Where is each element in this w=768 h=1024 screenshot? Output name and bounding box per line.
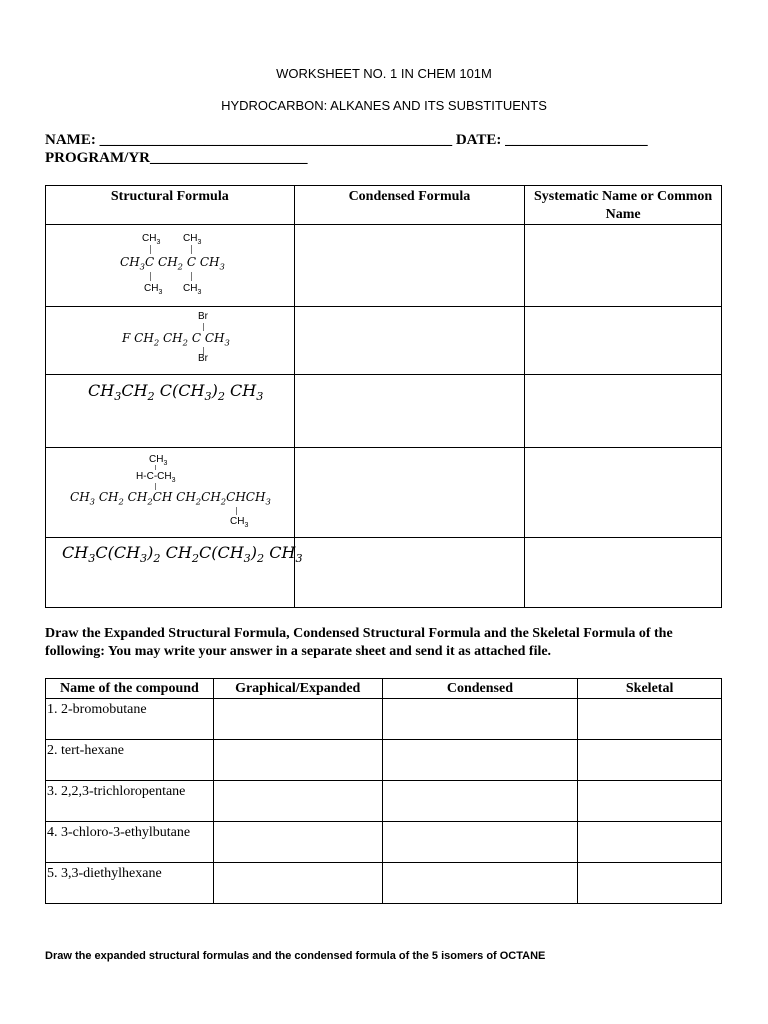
table-row xyxy=(46,822,722,863)
name-answer-cell-3[interactable] xyxy=(525,375,722,448)
instructions-line-2: following: You may write your answer in a separate sheet and send it as attached file. xyxy=(45,644,552,659)
header-structural-formula: Structural Formula xyxy=(46,186,295,225)
condensed-answer-cell[interactable] xyxy=(382,781,578,822)
condensed-answer-cell[interactable] xyxy=(382,863,578,904)
compound-name: 2. tert-hexane xyxy=(46,740,214,781)
structure-1-top-right: $CH_3$ xyxy=(183,233,202,246)
table-row xyxy=(46,375,722,448)
header-graphical-expanded: Graphical/Expanded xyxy=(213,679,382,699)
condensed-answer-cell-1[interactable] xyxy=(294,225,525,307)
header-compound-name: Name of the compound xyxy=(46,679,214,699)
structure-1-top-left: $CH_3$ xyxy=(142,233,161,246)
compound-table xyxy=(45,678,722,904)
table2-header-row xyxy=(46,679,722,699)
worksheet-title: WORKSHEET NO. 1 IN CHEM 101M xyxy=(276,66,492,81)
compound-name: 4. 3-chloro-3-ethylbutane xyxy=(46,822,214,863)
skeletal-answer-cell[interactable] xyxy=(578,863,722,904)
compound-name: 1. 2-bromobutane xyxy=(46,699,214,740)
name-answer-cell-4[interactable] xyxy=(525,448,722,538)
expanded-answer-cell[interactable] xyxy=(213,863,382,904)
expanded-answer-cell[interactable] xyxy=(213,740,382,781)
structural-formula-table xyxy=(45,185,722,608)
expanded-answer-cell[interactable] xyxy=(213,699,382,740)
table-row xyxy=(46,538,722,608)
structure-2-main: F $CH_2$ $CH_2$ C $CH_3$ xyxy=(122,331,230,348)
structure-5-main: $CH_3C(CH_3)_2$ $CH_2C(CH_3)_2$ $CH_3$ xyxy=(62,543,303,566)
expanded-answer-cell[interactable] xyxy=(213,781,382,822)
condensed-answer-cell-2[interactable] xyxy=(294,307,525,375)
structure-cell-3 xyxy=(46,375,295,448)
structure-2-bottom: Br xyxy=(198,353,209,364)
expanded-answer-cell[interactable] xyxy=(213,822,382,863)
header-condensed-formula: Condensed Formula xyxy=(294,186,525,225)
table-row xyxy=(46,448,722,538)
table-row xyxy=(46,699,722,740)
structure-4-main: $CH_3$ $CH_2$ $CH_2CH$ $CH_2CH_2CHCH_3$ xyxy=(70,490,271,507)
compound-name: 3. 2,2,3-trichloropentane xyxy=(46,781,214,822)
name-answer-cell-2[interactable] xyxy=(525,307,722,375)
structure-1-bottom-right: $CH_3$ xyxy=(183,283,202,296)
structure-cell-4 xyxy=(46,448,295,538)
table-row xyxy=(46,740,722,781)
header-systematic-name: Systematic Name or Common Name xyxy=(525,186,722,225)
condensed-answer-cell-4[interactable] xyxy=(294,448,525,538)
worksheet-subtitle: HYDROCARBON: ALKANES AND ITS SUBSTITUENTS xyxy=(221,98,547,113)
program-line[interactable]: PROGRAM/YR_____________________ xyxy=(45,150,308,166)
table-row xyxy=(46,307,722,375)
header-skeletal: Skeletal xyxy=(578,679,722,699)
structure-1-main: $CH_3C$ $CH_2$ C $CH_3$ xyxy=(120,255,225,272)
header-condensed: Condensed xyxy=(382,679,578,699)
condensed-answer-cell[interactable] xyxy=(382,740,578,781)
structure-cell-1 xyxy=(46,225,295,307)
structure-4-bottom: $CH_3$ xyxy=(230,516,249,529)
structure-2-top: Br xyxy=(198,311,209,322)
skeletal-answer-cell[interactable] xyxy=(578,699,722,740)
table1-header-row xyxy=(46,186,722,225)
name-answer-cell-1[interactable] xyxy=(525,225,722,307)
condensed-answer-cell-3[interactable] xyxy=(294,375,525,448)
skeletal-answer-cell[interactable] xyxy=(578,781,722,822)
condensed-answer-cell[interactable] xyxy=(382,822,578,863)
compound-name: 5. 3,3-diethylhexane xyxy=(46,863,214,904)
structure-4-top2: $H-C-CH_3$ xyxy=(136,471,176,484)
condensed-answer-cell[interactable] xyxy=(382,699,578,740)
structure-cell-2 xyxy=(46,307,295,375)
table-row xyxy=(46,863,722,904)
skeletal-answer-cell[interactable] xyxy=(578,740,722,781)
instructions-line-1: Draw the Expanded Structural Formula, Condensed Structural Formula and the Skeletal Formula of the xyxy=(45,626,673,641)
structure-4-top1: $CH_3$ xyxy=(149,454,168,467)
skeletal-answer-cell[interactable] xyxy=(578,822,722,863)
structure-3-main: $CH_3CH_2$ $C(CH_3)_2$ $CH_3$ xyxy=(88,381,264,404)
structure-1-bottom-left: $CH_3$ xyxy=(144,283,163,296)
structure-cell-5 xyxy=(46,538,303,608)
octane-isomers-instruction: Draw the expanded structural formulas and the condensed formula of the 5 isomers of OCTANE xyxy=(45,950,546,962)
name-date-line[interactable]: NAME: _______________________________________________ DATE: ___________________ xyxy=(45,132,648,148)
name-answer-cell-5[interactable] xyxy=(525,538,722,608)
table-row xyxy=(46,225,722,307)
table-row xyxy=(46,781,722,822)
condensed-answer-cell-5[interactable] xyxy=(294,538,525,608)
